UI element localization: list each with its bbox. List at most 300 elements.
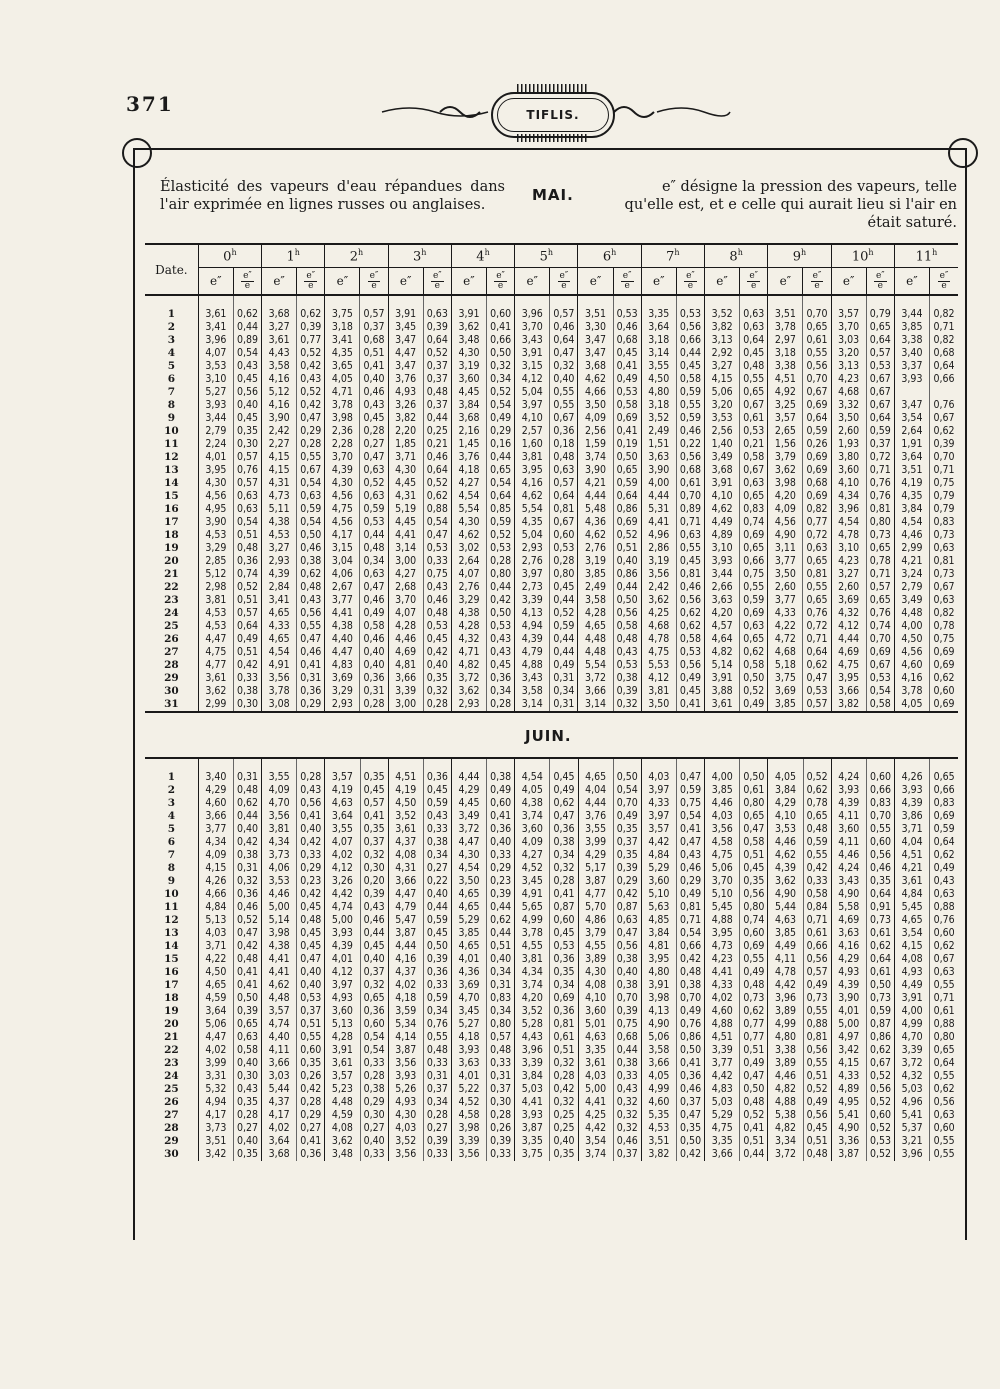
pressure-cell: 4,11 — [262, 1044, 297, 1057]
ratio-cell: 0,46 — [677, 862, 705, 875]
pressure-cell: 1,56 — [768, 438, 803, 451]
pressure-cell: 4,82 — [705, 646, 740, 659]
ratio-cell: 0,59 — [487, 516, 515, 529]
pressure-cell: 4,02 — [388, 979, 423, 992]
ratio-denominator: e — [814, 280, 820, 291]
pressure-cell: 3,38 — [768, 360, 803, 373]
ratio-cell: 0,88 — [930, 1018, 958, 1031]
pressure-cell: 3,03 — [262, 1070, 297, 1083]
ratio-cell: 0,63 — [803, 542, 831, 555]
table-row — [145, 1057, 958, 1070]
ratio-cell: 0,45 — [360, 940, 388, 953]
pressure-cell: 4,11 — [768, 953, 803, 966]
ratio-cell: 0,69 — [930, 698, 958, 712]
ratio-cell: 0,63 — [233, 503, 261, 516]
ratio-cell: 0,45 — [676, 360, 704, 373]
ratio-cell: 0,81 — [550, 503, 578, 516]
pressure-cell: 3,74 — [578, 451, 613, 464]
pressure-cell: 4,44 — [578, 490, 613, 503]
ratio-cell: 0,28 — [297, 438, 325, 451]
pressure-cell: 4,29 — [768, 797, 803, 810]
ratio-cell: 0,41 — [676, 698, 704, 712]
pressure-cell: 4,10 — [578, 992, 613, 1005]
pressure-cell: 3,03 — [831, 334, 866, 347]
pressure-cell: 2,60 — [768, 581, 803, 594]
pressure-cell: 3,62 — [768, 464, 803, 477]
pressure-cell: 3,43 — [831, 875, 866, 888]
ratio-cell: 0,21 — [423, 438, 451, 451]
pressure-cell: 3,95 — [641, 953, 676, 966]
table-row — [145, 620, 958, 633]
spacer-cell — [515, 295, 550, 308]
pressure-cell: 3,27 — [831, 568, 866, 581]
ratio-cell: 0,66 — [930, 373, 958, 386]
ratio-cell: 0,26 — [803, 438, 831, 451]
ratio-column-header — [360, 268, 388, 296]
pressure-cell: 4,49 — [768, 940, 803, 953]
ratio-cell: 0,48 — [423, 386, 451, 399]
ratio-cell: 0,64 — [803, 412, 831, 425]
pressure-cell: 3,57 — [325, 771, 360, 784]
ratio-cell: 0,36 — [233, 888, 261, 901]
pressure-cell: 4,79 — [515, 646, 550, 659]
ratio-cell: 0,65 — [866, 321, 894, 334]
ratio-cell: 0,33 — [297, 849, 325, 862]
table-row — [145, 1148, 958, 1161]
ratio-cell: 0,48 — [297, 581, 325, 594]
pressure-cell: 2,76 — [578, 542, 613, 555]
ratio-cell: 0,45 — [423, 784, 451, 797]
ratio-cell: 0,52 — [423, 347, 451, 360]
ratio-cell: 0,35 — [550, 966, 578, 979]
pressure-cell: 4,28 — [578, 607, 613, 620]
ratio-cell: 0,54 — [233, 347, 261, 360]
ratio-cell: 0,53 — [487, 620, 515, 633]
pressure-cell: 4,39 — [831, 979, 866, 992]
ratio-cell: 0,49 — [233, 633, 261, 646]
pressure-cell: 4,05 — [768, 771, 803, 784]
pressure-cell: 5,12 — [198, 568, 233, 581]
pressure-cell: 4,02 — [262, 1122, 297, 1135]
pressure-cell: 5,54 — [515, 503, 550, 516]
pressure-cell: 4,40 — [325, 633, 360, 646]
pressure-cell: 3,26 — [388, 399, 423, 412]
date-cell: 11 — [145, 438, 198, 451]
pressure-cell: 3,54 — [895, 927, 930, 940]
intro-description-left: Élasticité des vapeurs d'eau répandues dans l'air exprimée en lignes russes ou anglaises. — [160, 179, 505, 213]
pressure-cell: 4,00 — [894, 620, 929, 633]
ratio-cell: 0,48 — [233, 784, 261, 797]
pressure-cell: 2,42 — [262, 425, 297, 438]
pressure-cell: 4,75 — [325, 503, 360, 516]
pressure-cell: 3,87 — [515, 1122, 550, 1135]
ratio-cell: 0,71 — [803, 914, 831, 927]
pressure-cell: 4,22 — [768, 620, 803, 633]
pressure-cell: 3,57 — [262, 1005, 297, 1018]
pressure-cell: 3,97 — [641, 784, 676, 797]
ratio-cell: 0,57 — [233, 607, 261, 620]
ratio-cell: 0,59 — [677, 784, 705, 797]
pressure-cell: 3,38 — [768, 1044, 803, 1057]
ratio-cell: 0,59 — [930, 823, 958, 836]
ratio-cell: 0,52 — [803, 771, 831, 784]
ratio-cell: 0,29 — [297, 862, 325, 875]
pressure-cell: 3,08 — [262, 698, 297, 712]
pressure-cell: 3,27 — [705, 360, 740, 373]
pressure-cell: 5,03 — [515, 1083, 550, 1096]
pressure-cell: 3,26 — [325, 875, 360, 888]
pressure-cell: 3,93 — [515, 1109, 550, 1122]
pressure-cell: 5,58 — [831, 901, 866, 914]
hour-header — [451, 244, 514, 268]
ratio-cell: 0,52 — [550, 607, 578, 620]
pressure-cell: 4,34 — [262, 836, 297, 849]
pressure-cell: 4,42 — [578, 1122, 613, 1135]
ratio-cell: 0,43 — [677, 849, 705, 862]
spacer-cell — [641, 295, 676, 308]
ratio-cell: 0,47 — [297, 633, 325, 646]
table-row — [145, 836, 958, 849]
ratio-cell: 0,62 — [930, 940, 958, 953]
ratio-cell: 0,62 — [233, 308, 261, 321]
ratio-cell: 0,57 — [550, 477, 578, 490]
ratio-cell: 0,30 — [233, 1070, 261, 1083]
pressure-cell: 4,65 — [262, 633, 297, 646]
ratio-cell: 0,57 — [487, 1031, 515, 1044]
pressure-cell: 4,10 — [705, 490, 740, 503]
ratio-cell: 0,42 — [297, 836, 325, 849]
pressure-cell: 3,10 — [705, 542, 740, 555]
ratio-cell: 0,65 — [233, 1018, 261, 1031]
ratio-cell: 0,67 — [803, 386, 831, 399]
pressure-cell: 3,98 — [451, 1122, 486, 1135]
pressure-cell: 4,44 — [831, 633, 866, 646]
ratio-cell: 0,62 — [866, 940, 894, 953]
cartouche-hatching-top — [517, 84, 589, 92]
ratio-cell: 0,29 — [487, 862, 515, 875]
table-row — [145, 1018, 958, 1031]
pressure-cell: 4,68 — [641, 620, 676, 633]
pressure-cell: 4,39 — [768, 862, 803, 875]
ratio-cell: 0,27 — [423, 862, 451, 875]
date-cell: 12 — [145, 451, 198, 464]
ratio-fraction — [747, 272, 760, 291]
ratio-cell: 0,86 — [677, 1031, 705, 1044]
pressure-cell: 3,58 — [262, 360, 297, 373]
ratio-cell: 0,55 — [740, 581, 768, 594]
date-cell: 23 — [145, 1057, 198, 1070]
ratio-cell: 0,47 — [297, 953, 325, 966]
pressure-cell: 3,61 — [198, 672, 233, 685]
hour-value: 11 — [915, 249, 933, 265]
pressure-cell: 3,66 — [578, 685, 613, 698]
table-row — [145, 810, 958, 823]
ratio-cell: 0,63 — [360, 464, 388, 477]
ratio-cell: 0,83 — [487, 992, 515, 1005]
ratio-cell: 0,55 — [930, 979, 958, 992]
ratio-cell: 0,40 — [360, 953, 388, 966]
ratio-cell: 0,52 — [297, 347, 325, 360]
ratio-cell: 0,64 — [550, 490, 578, 503]
ratio-cell: 0,45 — [550, 927, 578, 940]
pressure-cell: 4,27 — [451, 477, 486, 490]
pressure-cell: 4,38 — [262, 940, 297, 953]
ratio-cell: 0,32 — [550, 862, 578, 875]
ratio-cell: 0,76 — [866, 477, 894, 490]
pressure-column-header: e″ — [325, 268, 360, 296]
pressure-cell: 4,41 — [578, 1096, 613, 1109]
ratio-cell: 0,38 — [487, 771, 515, 784]
ratio-cell: 0,53 — [487, 542, 515, 555]
pressure-cell: 3,89 — [578, 953, 613, 966]
pressure-cell: 4,78 — [641, 633, 676, 646]
pressure-cell: 4,26 — [895, 771, 930, 784]
ratio-cell: 0,33 — [423, 979, 451, 992]
ratio-cell: 0,28 — [423, 1109, 451, 1122]
pressure-cell: 4,01 — [831, 1005, 866, 1018]
ratio-cell: 0,33 — [360, 1057, 388, 1070]
hour-suffix: h — [231, 247, 237, 257]
hour-header — [768, 244, 831, 268]
ratio-cell: 0,36 — [550, 823, 578, 836]
pressure-cell: 4,64 — [705, 633, 740, 646]
hour-header — [325, 244, 388, 268]
ratio-cell: 0,67 — [866, 399, 894, 412]
pressure-cell: 3,41 — [325, 334, 360, 347]
pressure-cell: 4,44 — [451, 771, 486, 784]
pressure-cell: 3,53 — [198, 360, 233, 373]
pressure-cell: 2,79 — [894, 581, 929, 594]
pressure-cell: 3,81 — [515, 451, 550, 464]
ratio-fraction — [938, 272, 951, 291]
pressure-cell: 1,91 — [894, 438, 929, 451]
spacer-cell — [676, 295, 704, 308]
hour-suffix: h — [484, 247, 490, 257]
date-cell: 17 — [145, 516, 198, 529]
pressure-cell: 4,91 — [515, 888, 550, 901]
ratio-cell: 0,37 — [360, 966, 388, 979]
spacer-cell — [262, 758, 297, 771]
ratio-cell: 0,33 — [233, 672, 261, 685]
ratio-cell: 0,49 — [803, 979, 831, 992]
hour-value: 2 — [349, 249, 359, 265]
pressure-cell: 3,15 — [515, 360, 550, 373]
pressure-cell: 4,16 — [894, 672, 929, 685]
pressure-cell: 3,51 — [578, 308, 613, 321]
ratio-cell: 0,42 — [297, 360, 325, 373]
ratio-cell: 0,70 — [930, 451, 958, 464]
pressure-cell: 3,95 — [705, 927, 740, 940]
ratio-cell: 0,48 — [803, 823, 831, 836]
pressure-cell: 4,77 — [578, 888, 613, 901]
ratio-cell: 0,31 — [487, 979, 515, 992]
ratio-fraction — [431, 272, 444, 291]
date-cell: 16 — [145, 503, 198, 516]
ratio-cell: 0,63 — [613, 914, 641, 927]
ratio-cell: 0,27 — [233, 1122, 261, 1135]
pressure-cell: 4,30 — [578, 966, 613, 979]
ratio-cell: 0,43 — [423, 810, 451, 823]
spacer-cell — [895, 758, 930, 771]
ratio-cell: 0,58 — [676, 373, 704, 386]
table-row — [145, 914, 958, 927]
hour-header — [262, 244, 325, 268]
ratio-cell: 0,28 — [550, 555, 578, 568]
pressure-cell: 3,47 — [894, 399, 929, 412]
pressure-cell: 3,91 — [388, 308, 423, 321]
ratio-cell: 0,63 — [360, 490, 388, 503]
pressure-cell: 2,42 — [641, 581, 676, 594]
ratio-cell: 0,68 — [613, 1031, 641, 1044]
pressure-cell: 4,46 — [388, 633, 423, 646]
pressure-cell: 4,32 — [451, 633, 486, 646]
ratio-cell: 0,62 — [550, 797, 578, 810]
pressure-cell: 4,90 — [831, 1122, 866, 1135]
ratio-cell: 0,49 — [740, 966, 768, 979]
date-cell: 24 — [145, 607, 198, 620]
ratio-cell: 0,57 — [360, 797, 388, 810]
ratio-cell: 0,39 — [613, 1005, 641, 1018]
spacer-cell — [360, 295, 388, 308]
pressure-cell: 4,35 — [325, 347, 360, 360]
pressure-cell: 3,77 — [705, 1057, 740, 1070]
ratio-cell: 0,64 — [550, 334, 578, 347]
pressure-cell: 4,32 — [831, 607, 866, 620]
ratio-cell: 0,43 — [487, 646, 515, 659]
pressure-cell: 4,29 — [198, 784, 233, 797]
ratio-cell: 0,51 — [233, 529, 261, 542]
ratio-cell: 0,82 — [930, 607, 958, 620]
pressure-cell: 4,37 — [388, 966, 423, 979]
table-row — [145, 477, 958, 490]
pressure-cell: 4,05 — [641, 1070, 676, 1083]
pressure-cell: 4,84 — [641, 849, 676, 862]
table-row — [145, 953, 958, 966]
ratio-cell: 0,30 — [360, 1109, 388, 1122]
ratio-cell: 0,68 — [930, 347, 958, 360]
ratio-cell: 0,31 — [423, 1070, 451, 1083]
ratio-cell: 0,27 — [297, 1122, 325, 1135]
pressure-column-header: e″ — [768, 268, 803, 296]
ratio-cell: 0,43 — [930, 875, 958, 888]
ratio-cell: 0,50 — [613, 771, 641, 784]
ratio-cell: 0,56 — [676, 451, 704, 464]
ratio-cell: 0,71 — [677, 914, 705, 927]
pressure-cell: 4,54 — [451, 862, 486, 875]
table-row — [145, 1083, 958, 1096]
ratio-cell: 0,47 — [740, 823, 768, 836]
pressure-cell: 3,18 — [325, 321, 360, 334]
ratio-cell: 0,57 — [233, 477, 261, 490]
ratio-cell: 0,67 — [297, 464, 325, 477]
ratio-cell: 0,56 — [866, 1083, 894, 1096]
pressure-cell: 4,35 — [894, 490, 929, 503]
ratio-cell: 0,36 — [487, 672, 515, 685]
pressure-cell: 3,99 — [578, 836, 613, 849]
table-row — [145, 503, 958, 516]
table-row — [145, 685, 958, 698]
pressure-cell: 3,69 — [768, 685, 803, 698]
pressure-cell: 4,46 — [262, 888, 297, 901]
pressure-cell: 3,87 — [578, 875, 613, 888]
pressure-cell: 4,74 — [262, 1018, 297, 1031]
ratio-cell: 0,66 — [487, 334, 515, 347]
pressure-cell: 3,77 — [325, 594, 360, 607]
pressure-cell: 5,45 — [705, 901, 740, 914]
ratio-cell: 0,41 — [233, 966, 261, 979]
ratio-cell: 0,52 — [487, 529, 515, 542]
ratio-cell: 0,73 — [930, 529, 958, 542]
pressure-cell: 4,56 — [325, 516, 360, 529]
ratio-cell: 0,61 — [803, 334, 831, 347]
ratio-cell: 0,87 — [550, 901, 578, 914]
pressure-cell: 3,36 — [831, 1135, 866, 1148]
pressure-cell: 4,81 — [388, 659, 423, 672]
ratio-fraction — [811, 272, 824, 291]
ratio-cell: 0,50 — [233, 992, 261, 1005]
ratio-cell: 0,49 — [930, 862, 958, 875]
pressure-cell: 4,48 — [262, 992, 297, 1005]
table-juin — [145, 757, 958, 1161]
table-row — [145, 966, 958, 979]
ratio-cell: 0,29 — [297, 1109, 325, 1122]
pressure-cell: 5,28 — [515, 1018, 550, 1031]
ratio-cell: 0,55 — [297, 1031, 325, 1044]
ratio-fraction — [241, 272, 254, 291]
date-cell: 20 — [145, 555, 198, 568]
spacer-cell — [550, 758, 578, 771]
pressure-cell: 3,37 — [894, 360, 929, 373]
table-row — [145, 1044, 958, 1057]
pressure-cell: 4,75 — [705, 849, 740, 862]
ratio-cell: 0,45 — [740, 862, 768, 875]
pressure-cell: 4,62 — [578, 373, 613, 386]
ratio-cell: 0,45 — [613, 347, 641, 360]
ratio-cell: 0,64 — [930, 836, 958, 849]
ratio-cell: 0,53 — [613, 386, 641, 399]
ratio-cell: 0,42 — [677, 953, 705, 966]
ratio-cell: 0,40 — [487, 836, 515, 849]
pressure-cell: 4,12 — [515, 373, 550, 386]
ratio-cell: 0,45 — [487, 659, 515, 672]
ratio-cell: 0,62 — [297, 568, 325, 581]
date-cell: 9 — [145, 412, 198, 425]
pressure-cell: 3,10 — [198, 373, 233, 386]
pressure-cell: 4,39 — [262, 568, 297, 581]
pressure-cell: 3,63 — [451, 1057, 486, 1070]
pressure-cell: 4,35 — [515, 516, 550, 529]
pressure-cell: 3,74 — [578, 1148, 613, 1161]
ratio-cell: 0,28 — [233, 1109, 261, 1122]
pressure-cell: 4,08 — [895, 953, 930, 966]
ratio-cell: 0,57 — [866, 347, 894, 360]
ratio-cell: 0,69 — [613, 412, 641, 425]
pressure-cell: 4,13 — [641, 1005, 676, 1018]
ratio-cell: 0,49 — [740, 698, 768, 712]
pressure-cell: 4,03 — [578, 1070, 613, 1083]
date-cell: 30 — [145, 685, 198, 698]
pressure-cell: 4,82 — [768, 1083, 803, 1096]
ratio-cell: 0,56 — [297, 607, 325, 620]
pressure-cell: 3,39 — [451, 1135, 486, 1148]
pressure-cell: 3,95 — [515, 464, 550, 477]
ratio-cell: 0,39 — [423, 321, 451, 334]
pressure-cell: 3,55 — [325, 823, 360, 836]
ratio-cell: 0,36 — [297, 1148, 325, 1161]
pressure-cell: 4,53 — [198, 620, 233, 633]
hour-value: 8 — [729, 249, 738, 265]
ratio-cell: 0,52 — [866, 1122, 894, 1135]
